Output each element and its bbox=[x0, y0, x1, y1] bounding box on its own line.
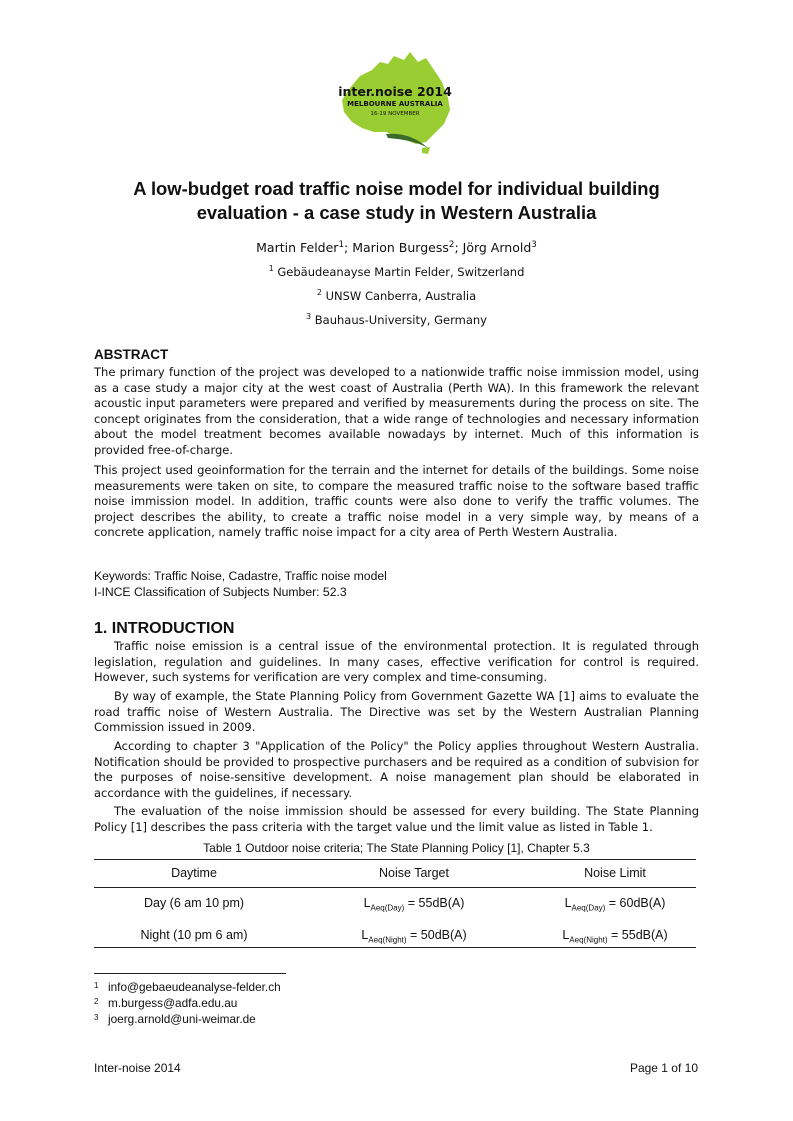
table-top-rule bbox=[94, 859, 696, 860]
author: Marion Burgess$^2$; bbox=[352, 239, 463, 255]
intro-paragraph: The evaluation of the noise immission should be assessed for every building. The State Planning Policy [1] describes the pass criteria with the target value und the limit value as listed in Table 1. bbox=[94, 804, 699, 834]
logo-location: MELBOURNE AUSTRALIA bbox=[347, 100, 443, 108]
table-caption: Table 1 Outdoor noise criteria; The State Planning Policy [1], Chapter 5.3 bbox=[203, 841, 590, 855]
affiliation: $^2$ UNSW Canberra, Australia bbox=[316, 288, 477, 303]
footnote: 3 joerg.arnold@uni-weimar.de bbox=[94, 1012, 256, 1026]
footnote-rule bbox=[94, 973, 286, 974]
table-cell-target: $L_{Aeq(Day)} = 55dB(A)$ bbox=[363, 896, 465, 913]
table-header-rule bbox=[94, 887, 696, 888]
abstract-paragraph: The primary function of the project was developed to a nationwide traffic noise immission model, using as a case study a major city at the west coast of Australia (Perth WA). In this framework the relevant acoustic input parameters were prepared and verified by measurements during the process on site. The concept originates from the consideration, that a wide range of technologies and necessary information about the model treatment becomes available nowadays by internet. Much of this information is provided free-of-charge. bbox=[94, 365, 699, 457]
table-bottom-rule bbox=[94, 947, 696, 948]
author-list bbox=[0, 240, 793, 255]
table-header-cell: Daytime bbox=[171, 866, 217, 880]
table-cell-period: Day (6 am 10 pm) bbox=[143, 896, 245, 910]
title-line-1: A low-budget road traffic noise model for individual building bbox=[133, 178, 660, 199]
abstract-paragraph: This project used geoinformation for the terrain and the internet for details of the buildings. Some noise measurements were taken on site, to compare the measured traffic noise to the software based traffic noise immission model. In addition, traffic counts were also done to verify the traffic volumes. The project describes the ability, to create a traffic noise model in a very simple way, by means of a concrete application, namely traffic noise impact for a city area of Perth Western Australia. bbox=[94, 463, 699, 540]
intro-paragraph: Traffic noise emission is a central issue of the environmental protection. It is regulated through legislation, regulation and guidelines. In many cases, effective verification for control is required. However, such systems for verification are very complex and time-consuming. bbox=[94, 639, 699, 685]
table-header-cell: Noise Target bbox=[379, 866, 449, 880]
intro-paragraph: According to chapter 3 "Application of the Policy" the Policy applies throughout Western Australia. Notification should be provided to prospective purchasers and be required as a condition of subvision for the purposes of noise-sensitive development. A noise management plan should be elaborated in accordance with the guidelines, if necessary. bbox=[94, 739, 699, 800]
tasmania-shape bbox=[422, 147, 430, 154]
abstract-heading: ABSTRACT bbox=[94, 347, 169, 362]
author: Martin Felder$^1$; bbox=[256, 239, 353, 255]
footer-conference: Inter-noise 2014 bbox=[94, 1061, 181, 1075]
author: Jörg Arnold$^3$ bbox=[462, 239, 537, 255]
footer-page-number: Page 1 of 10 bbox=[629, 1061, 698, 1075]
affiliation: $^3$ Bauhaus-University, Germany bbox=[306, 312, 487, 327]
footnote: 2 m.burgess@adfa.edu.au bbox=[94, 996, 238, 1010]
intro-paragraph: By way of example, the State Planning Policy from Government Gazette WA [1] aims to evaluate the road traffic noise of Western Australia. The Directive was set by the Western Australian Planning Commission issued in 2009. bbox=[94, 689, 699, 735]
footnote: 1 info@gebaeudeanalyse-felder.ch bbox=[94, 980, 281, 994]
paper-title bbox=[90, 177, 703, 225]
section-heading-introduction: 1. INTRODUCTION bbox=[94, 620, 235, 637]
table-cell-limit: $L_{Aeq(Night)} = 55dB(A)$ bbox=[562, 928, 668, 945]
inter-noise-logo bbox=[330, 48, 460, 160]
table-header-cell: Noise Limit bbox=[584, 866, 646, 880]
keywords: Keywords: Traffic Noise, Cadastre, Traffic noise model bbox=[94, 569, 387, 583]
table-cell-limit: $L_{Aeq(Day)} = 60dB(A)$ bbox=[564, 896, 666, 913]
table-cell-target: $L_{Aeq(Night)} = 50dB(A)$ bbox=[361, 928, 467, 945]
logo-name: inter.noise 2014 bbox=[338, 84, 452, 99]
affiliation: $^1$ Gebäudeanayse Martin Felder, Switzerland bbox=[268, 264, 525, 279]
table-cell-period: Night (10 pm 6 am) bbox=[140, 928, 248, 942]
logo-dates: 16-19 NOVEMBER bbox=[370, 111, 420, 117]
title-line-2: evaluation - a case study in Western Australia bbox=[196, 202, 597, 223]
classification: I-INCE Classification of Subjects Number: 52.3 bbox=[94, 585, 347, 599]
